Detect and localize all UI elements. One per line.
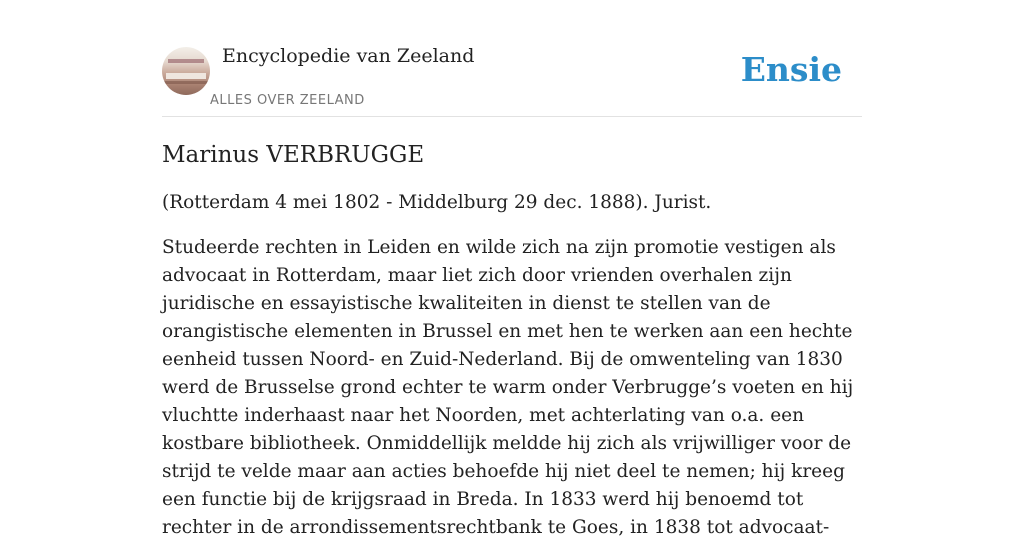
ensie-brand-link[interactable]: Ensie bbox=[740, 50, 842, 89]
article-body: Studeerde rechten in Leiden en wilde zich na zijn promotie vestigen als advocaat in Rotterdam, maar liet zich door vrienden overhalen zijn juridische en essayistische kwaliteiten in dienst te stellen van de orangistische elementen in Brussel en met hen te werken aan een hechte eenheid tussen Noord- en Zuid-Nederland. Bij de omwenteling van 1830 werd de Brusselse grond echter te warm onder Verbrugge’s voeten en hij vluchtte inderhaast naar het Noorden, met achterlating van o.a. een kostbare bibliotheek. Onmiddellijk meldde hij zich als vrijwilliger voor de strijd te velde maar aan acties behoefde hij niet deel te nemen; hij kreeg een functie bij de krijgsraad in Breda. In 1833 werd hij benoemd tot rechter in de arrondissementsrechtbank te Goes, in 1838 tot advocaat- bbox=[162, 237, 854, 538]
site-title-link[interactable]: Encyclopedie van Zeeland bbox=[222, 45, 475, 67]
article-title: Marinus VERBRUGGE bbox=[162, 142, 425, 168]
avatar-detail bbox=[164, 81, 208, 84]
avatar-detail bbox=[166, 73, 206, 79]
article-lead: (Rotterdam 4 mei 1802 - Middelburg 29 dec. 1888). Jurist. bbox=[162, 192, 712, 213]
site-logo-avatar[interactable] bbox=[162, 47, 210, 95]
site-header bbox=[162, 40, 862, 117]
avatar-detail bbox=[168, 59, 204, 63]
article bbox=[162, 139, 862, 542]
site-subtitle: ALLES OVER ZEELAND bbox=[210, 93, 365, 108]
